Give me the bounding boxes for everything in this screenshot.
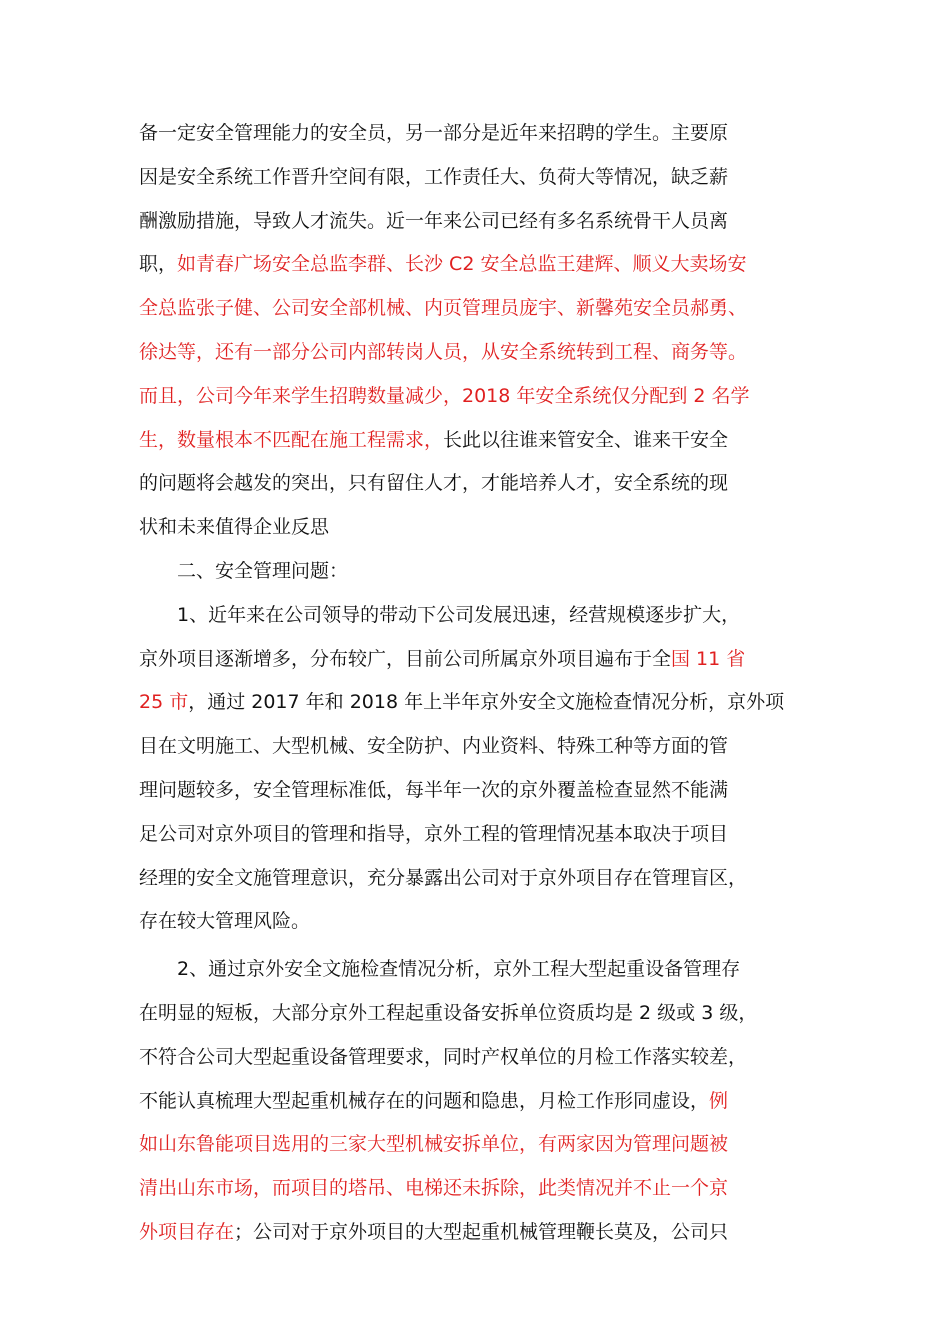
- highlight-line: 而且，公司今年来学生招聘数量减少，2018 年安全系统仅分配到 2 名学: [139, 384, 750, 407]
- text-line: [139, 1211, 822, 1255]
- text-segment: 职，: [139, 253, 178, 276]
- highlight-text: 国 11 省: [671, 647, 746, 670]
- text-line: 目在文明施工、大型机械、安全防护、内业资料、特殊工种等方面的管: [139, 735, 729, 758]
- highlight-line: 全总监张子健、公司安全部机械、内页管理员庞宇、新馨苑安全员郝勇、: [139, 297, 748, 320]
- highlight-text: 生，数量根本不匹配在施工程需求，: [139, 428, 444, 451]
- paragraph-talent-loss: [139, 112, 822, 550]
- highlight-text: 例: [709, 1089, 729, 1112]
- text-line: 经理的安全文施管理意识，充分暴露出公司对于京外项目存在管理盲区，: [139, 866, 748, 889]
- text-line: [139, 681, 822, 725]
- highlight-text: 外项目存在: [139, 1220, 235, 1243]
- paragraph-item-2: [139, 948, 822, 1255]
- text-line: 备一定安全管理能力的安全员，另一部分是近年来招聘的学生。主要原: [139, 122, 729, 144]
- section-heading: [139, 550, 822, 594]
- text-line: 存在较大管理风险。: [139, 910, 311, 933]
- paragraph-item-1: [139, 594, 822, 944]
- highlight-text: 25 市: [139, 691, 189, 714]
- text-segment: ；公司对于京外项目的大型起重机械管理鞭长莫及，公司只: [234, 1220, 729, 1243]
- highlight-line: 徐达等，还有一部分公司内部转岗人员，从安全系统转到工程、商务等。: [139, 340, 748, 363]
- text-line: [139, 638, 822, 682]
- highlight-line: 清出山东市场，而项目的塔吊、电梯还未拆除，此类情况并不止一个京: [139, 1177, 729, 1200]
- highlight-text: 如青春广场安全总监李群、长沙 C2 安全总监王建辉、顺义大卖场安: [177, 253, 747, 276]
- text-segment: 京外项目逐渐增多，分布较广，目前公司所属京外项目遍布于全: [139, 647, 672, 670]
- text-line: 因是安全系统工作晋升空间有限，工作责任大、负荷大等情况，缺乏薪: [139, 165, 729, 188]
- text-segment: 不能认真梳理大型起重机械存在的问题和隐患，月检工作形同虚设，: [139, 1089, 710, 1112]
- text-line: [139, 243, 822, 287]
- text-line: 酬激励措施，导致人才流失。近一年来公司已经有多名系统骨干人员离: [139, 209, 729, 232]
- text-line: 足公司对京外项目的管理和指导，京外工程的管理情况基本取决于项目: [139, 822, 729, 845]
- text-line: 的问题将会越发的突出，只有留住人才，才能培养人才，安全系统的现: [139, 472, 729, 495]
- text-line: 理问题较多，安全管理标准低，每半年一次的京外覆盖检查显然不能满: [139, 778, 729, 801]
- text-line: 不符合公司大型起重设备管理要求，同时产权单位的月检工作落实较差，: [139, 1045, 748, 1068]
- text-line: [139, 419, 822, 463]
- text-segment: 长此以往谁来管安全、谁来干安全: [443, 428, 729, 451]
- text-line: 2、通过京外安全文施检查情况分析，京外工程大型起重设备管理存: [177, 958, 741, 981]
- heading-text: 二、安全管理问题：: [177, 559, 349, 582]
- text-line: 1、近年来在公司领导的带动下公司发展迅速，经营规模逐步扩大，: [177, 603, 741, 626]
- text-line: 状和未来值得企业反思: [139, 516, 330, 539]
- text-segment: ，通过 2017 年和 2018 年上半年京外安全文施检查情况分析，京外项: [188, 691, 785, 714]
- highlight-line: 如山东鲁能项目选用的三家大型机械安拆单位，有两家因为管理问题被: [139, 1133, 729, 1156]
- text-line: [139, 1080, 822, 1124]
- text-line: 在明显的短板，大部分京外工程起重设备安拆单位资质均是 2 级或 3 级，: [139, 1001, 758, 1024]
